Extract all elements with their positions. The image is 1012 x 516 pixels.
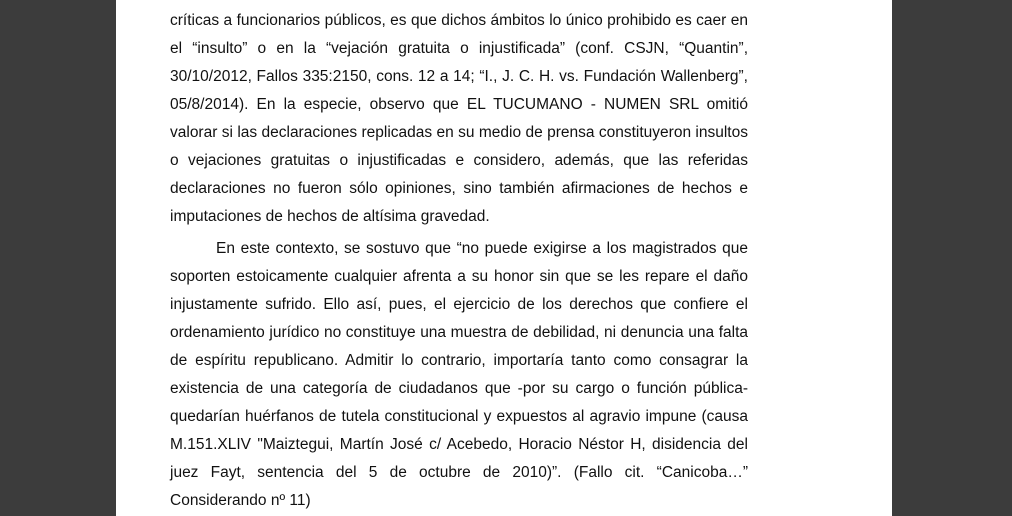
text-line: el “insulto” o en la “vejación gratuita o injustificada” (conf. CSJN, “Quantin”, bbox=[170, 40, 748, 57]
text-line: soporten estoicamente cualquier afrenta a su honor sin que se les repare el daño bbox=[170, 268, 748, 285]
text-line: imputaciones de hechos de altísima gravedad. bbox=[170, 208, 490, 225]
paragraph-1 bbox=[170, 7, 748, 231]
text-line: existencia de una categoría de ciudadanos que -por su cargo o función pública- bbox=[170, 380, 748, 397]
text-line: críticas a funcionarios públicos, es que dichos ámbitos lo único prohibido es caer en bbox=[170, 12, 748, 29]
text-line: M.151.XLIV "Maiztegui, Martín José c/ Acebedo, Horacio Néstor H, disidencia del bbox=[170, 436, 748, 453]
text-line: En este contexto, se sostuvo que “no puede exigirse a los magistrados que bbox=[216, 240, 748, 257]
text-line: 30/10/2012, Fallos 335:2150, cons. 12 a 14; “I., J. C. H. vs. Fundación Wallenberg”, bbox=[170, 68, 748, 85]
text-line: 05/8/2014). En la especie, observo que EL TUCUMANO - NUMEN SRL omitió bbox=[170, 96, 748, 113]
text-line: o vejaciones gratuitas o injustificadas e considero, además, que las referidas bbox=[170, 152, 748, 169]
text-line: injustamente sufrido. Ello así, pues, el ejercicio de los derechos que confiere el bbox=[170, 296, 748, 313]
text-line: de espíritu republicano. Admitir lo contrario, importaría tanto como consagrar la bbox=[170, 352, 748, 369]
text-line: juez Fayt, sentencia del 5 de octubre de 2010)”. (Fallo cit. “Canicoba…” bbox=[170, 464, 748, 481]
text-line: declaraciones no fueron sólo opiniones, sino también afirmaciones de hechos e bbox=[170, 180, 748, 197]
text-line: ordenamiento jurídico no constituye una muestra de debilidad, ni denuncia una falta bbox=[170, 324, 748, 341]
document-page bbox=[116, 0, 892, 516]
text-line: Considerando nº 11) bbox=[170, 492, 311, 509]
text-line: quedarían huérfanos de tutela constitucional y expuestos al agravio impune (causa bbox=[170, 408, 748, 425]
paragraph-2 bbox=[170, 235, 748, 515]
text-line: valorar si las declaraciones replicadas en su medio de prensa constituyeron insultos bbox=[170, 124, 748, 141]
